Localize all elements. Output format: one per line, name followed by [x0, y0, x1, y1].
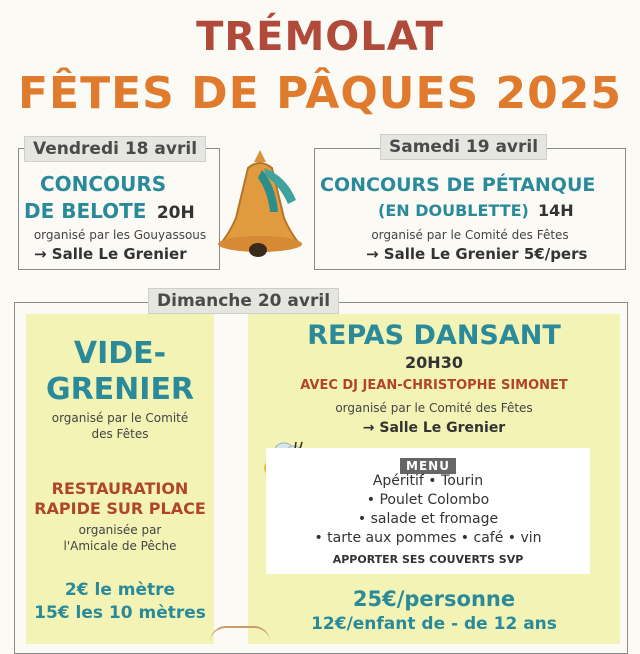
town-title: TRÉMOLAT — [196, 14, 444, 60]
menu-label: MENU — [400, 458, 456, 474]
restauration-line1: RESTAURATION — [51, 479, 189, 498]
menu-item: • Poulet Colombo — [366, 492, 490, 508]
saturday-title-line2: (EN DOUBLETTE) — [378, 201, 529, 220]
menu-item: • salade et fromage — [357, 511, 499, 527]
friday-title-line2-wrap — [24, 199, 195, 223]
repas-dj: AVEC DJ JEAN-CHRISTOPHE SIMONET — [300, 378, 568, 393]
friday-venue: → Salle Le Grenier — [34, 245, 187, 263]
menu-note: APPORTER SES COUVERTS SVP — [332, 553, 524, 566]
restauration-line2: RAPIDE SUR PLACE — [34, 499, 206, 518]
saturday-title-line1: CONCOURS DE PÉTANQUE — [320, 174, 596, 196]
repas-time: 20H30 — [405, 353, 463, 372]
repas-venue: → Salle Le Grenier — [362, 420, 506, 436]
vide-grenier-title-line2: GRENIER — [45, 372, 195, 407]
bell-icon — [200, 140, 320, 270]
vide-grenier-title-line1: VIDE- — [73, 336, 167, 371]
sunday-date-tag: Dimanche 20 avril — [148, 288, 339, 314]
friday-title-line2: DE BELOTE — [24, 199, 147, 223]
vide-grenier-price-line2: 15€ les 10 mètres — [34, 603, 206, 623]
friday-time: 20H — [156, 203, 195, 223]
saturday-time: 14H — [537, 201, 574, 220]
saturday-organizer: organisé par le Comité des Fêtes — [371, 228, 569, 242]
repas-price-adult: 25€/personne — [352, 587, 516, 611]
saturday-date-tag: Samedi 19 avril — [380, 134, 547, 160]
friday-organizer: organisé par les Gouyassous — [33, 228, 207, 242]
restauration-org-line2: l'Amicale de Pêche — [63, 539, 177, 553]
friday-date-tag: Vendredi 18 avril — [24, 136, 206, 162]
saturday-venue: → Salle Le Grenier 5€/pers — [366, 245, 588, 263]
menu-tag-wrap — [266, 455, 590, 474]
vide-grenier-price-line1: 2€ le mètre — [64, 580, 176, 600]
restauration-org-line1: organisée par — [78, 523, 162, 537]
menu-item: Apéritif • Tourin — [372, 473, 484, 489]
friday-title-line1: CONCOURS — [40, 172, 167, 196]
menu-item: • tarte aux pommes • café • vin — [314, 530, 542, 546]
vide-grenier-organizer-line1: organisé par le Comité — [51, 411, 189, 425]
repas-organizer: organisé par le Comité des Fêtes — [335, 401, 533, 415]
repas-title: REPAS DANSANT — [307, 320, 561, 351]
vide-grenier-organizer-line2: des Fêtes — [91, 427, 149, 441]
repas-price-child: 12€/enfant de - de 12 ans — [311, 614, 557, 634]
event-title: FÊTES DE PÂQUES 2025 — [17, 68, 622, 119]
saturday-title-line2-wrap — [378, 201, 574, 220]
